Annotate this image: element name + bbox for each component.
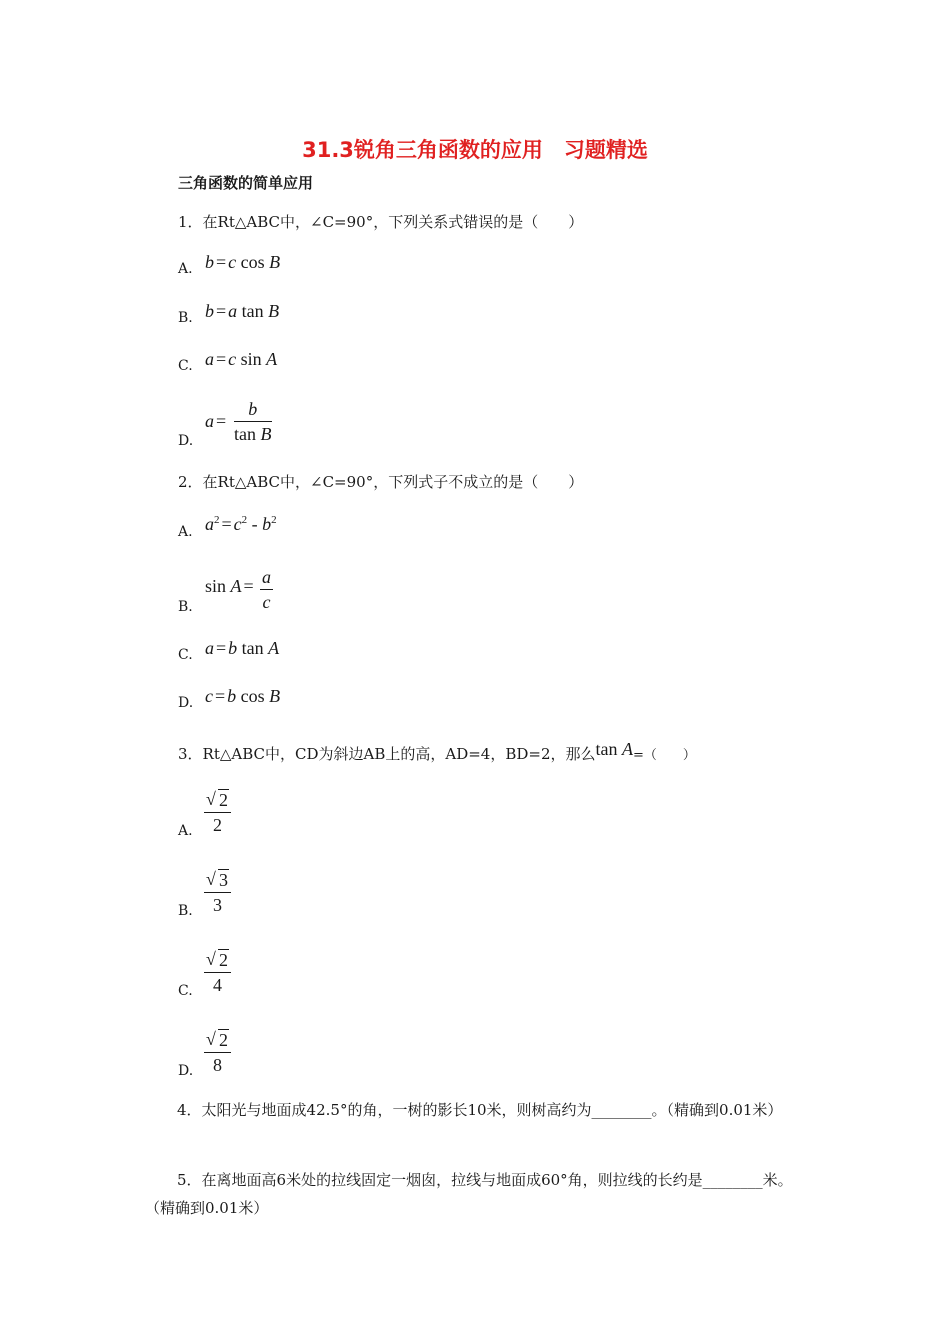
q3-option-a-fraction: √ $\frac{2}{2}$ xyxy=(204,788,231,837)
q3-option-c-fraction: √ $\frac{2}{4}$ xyxy=(204,948,231,997)
q3-option-b-fraction: √ $\frac{3}{3}$ xyxy=(204,868,231,917)
q3-option-a-label: A. xyxy=(178,823,193,839)
q1-option-b-formula: b = a tan B xyxy=(205,301,280,321)
question-3-stem xyxy=(178,739,696,764)
question-3-stem-pre: 3．Rt△ABC中，CD为斜边AB上的高，AD=4，BD=2，那么 xyxy=(178,745,596,763)
question-3-tan-a: tan A xyxy=(595,739,634,759)
q3-option-b-label: B. xyxy=(178,903,193,919)
q2-option-a-label: A. xyxy=(178,524,193,540)
question-3-stem-post: =（ ） xyxy=(633,748,696,763)
q1-option-a-label: A. xyxy=(178,261,193,277)
q2-option-a-formula: $a^2 = c^2 - b^2$ xyxy=(205,514,277,534)
q1-option-a-formula: b = c cos B xyxy=(205,252,281,272)
q2-option-d-formula: c = b cos B xyxy=(205,686,281,706)
q2-option-b-lhs: sin A = xyxy=(205,576,254,596)
q2-option-b-fraction: $\frac{a}{c}$ xyxy=(262,567,271,612)
section-heading: 三角函数的简单应用 xyxy=(178,174,314,192)
question-2-stem: 2．在Rt△ABC中，∠C=90°，下列式子不成立的是（ ） xyxy=(178,473,584,491)
q1-option-c-label: C. xyxy=(178,358,193,374)
q1-option-b-label: B. xyxy=(178,310,193,326)
q3-option-d-fraction: √ $\frac{2}{8}$ xyxy=(204,1028,231,1077)
document-title: 31.3锐角三角函数的应用 习题精选 xyxy=(302,138,648,162)
q2-option-c-formula: a = b tan A xyxy=(205,638,280,658)
q3-option-d-label: D. xyxy=(178,1063,194,1079)
q1-option-c-formula: a = c sin A xyxy=(205,349,278,369)
question-4: 4．太阳光与地面成42.5°的角，一树的影长10米，则树高约为________。（精确到0.01米） xyxy=(177,1101,783,1119)
question-5: 5．在离地面高6米处的拉线固定一烟囱，拉线与地面成60°角，则拉线的长约是________米。（精确到0.01米） xyxy=(145,1171,793,1217)
q1-option-d-fraction: $\frac{b}{\text{tan B}}$ xyxy=(234,399,272,444)
q2-option-d-label: D. xyxy=(178,695,194,711)
q2-option-c-label: C. xyxy=(178,647,193,663)
q3-option-c-label: C. xyxy=(178,983,193,999)
q1-option-d-lhs: a = xyxy=(205,411,227,431)
q2-option-b-label: B. xyxy=(178,599,193,615)
question-1-stem: 1．在Rt△ABC中，∠C=90°，下列关系式错误的是（ ） xyxy=(178,213,584,231)
q1-option-d-label: D. xyxy=(178,433,194,449)
